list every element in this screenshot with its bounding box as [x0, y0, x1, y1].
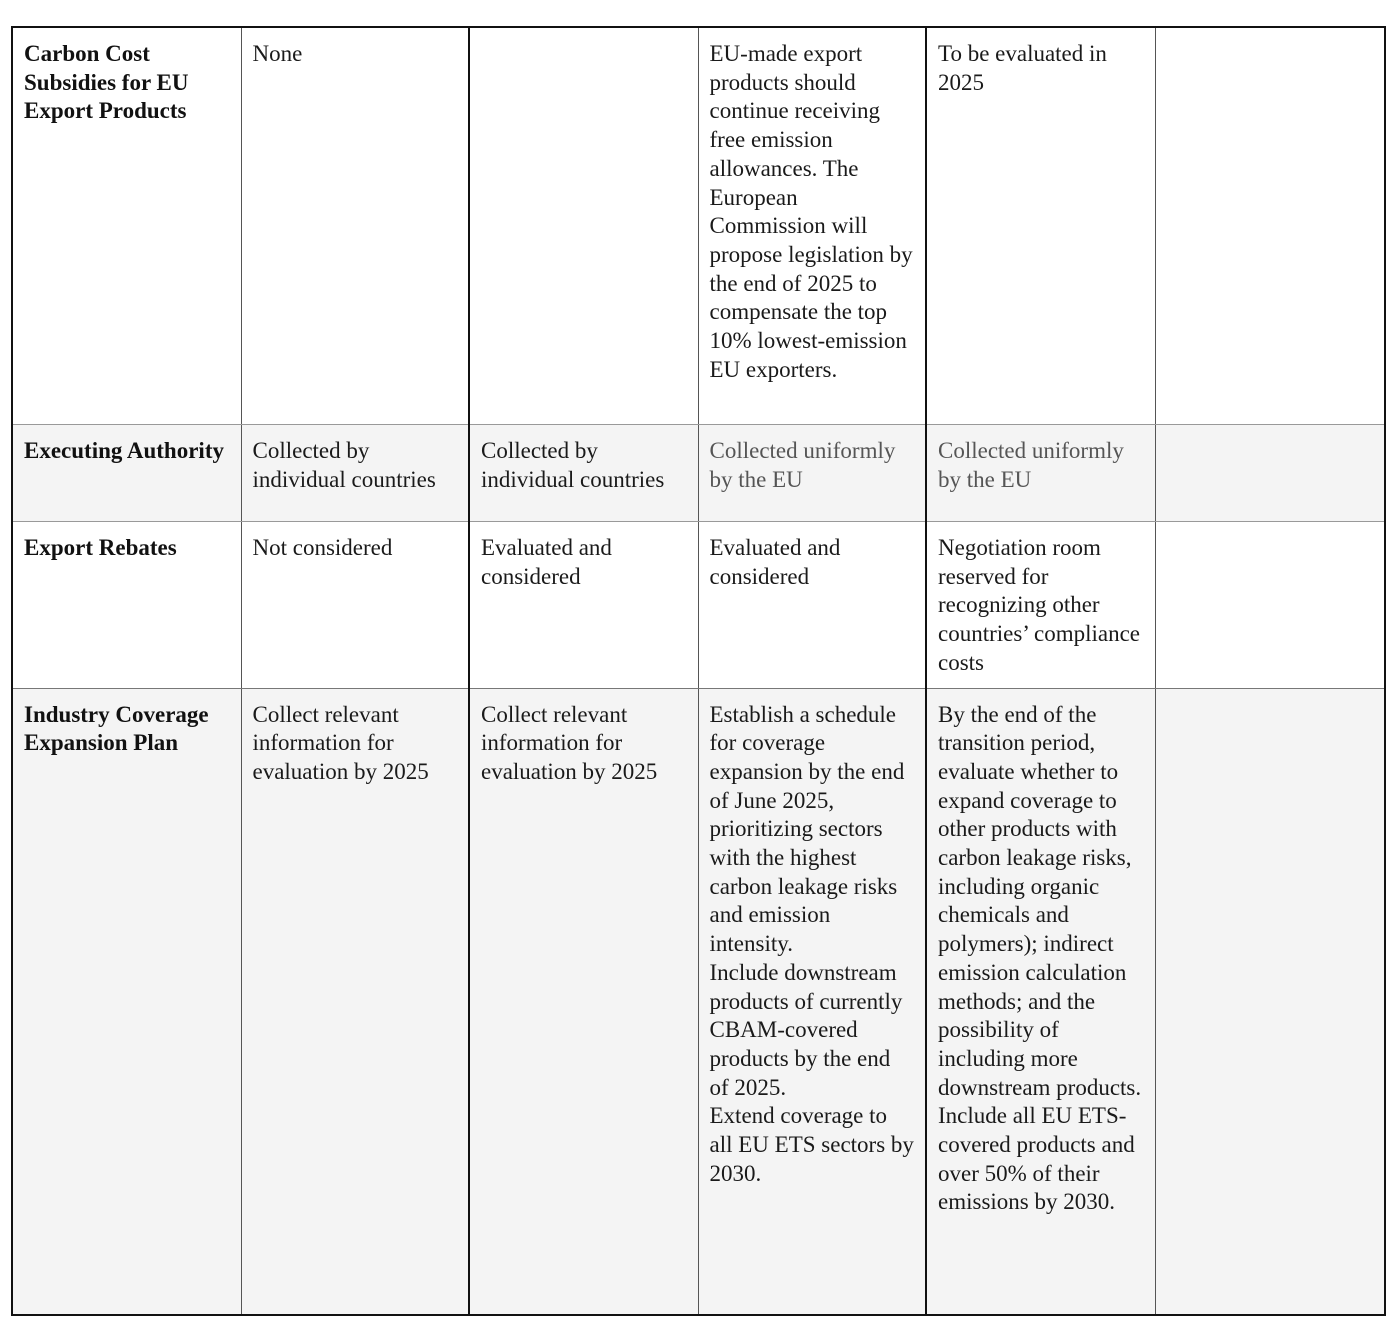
- table-cell: Evaluated and considered: [698, 522, 926, 689]
- policy-comparison-table: [11, 26, 1386, 1316]
- table-cell: [1155, 425, 1385, 522]
- row-header-industry-coverage-expansion-plan: Industry Coverage Expansion Plan: [12, 688, 241, 1315]
- table-cell: Not considered: [241, 522, 469, 689]
- table-cell: Collected uniformly by the EU: [926, 425, 1155, 522]
- table-cell: Collect relevant information for evaluation by 2025: [469, 688, 698, 1315]
- table-cell: EU-made export products should continue receiving free emission allowances. The European Commission will propose legislation by the end of 2025 to compensate the top 10% lowest-emission EU exporters.: [698, 27, 926, 425]
- row-header-executing-authority: Executing Authority: [12, 425, 241, 522]
- table-cell: [1155, 27, 1385, 425]
- table-cell: Collected by individual countries: [469, 425, 698, 522]
- table-cell: [1155, 522, 1385, 689]
- table-cell: [469, 27, 698, 425]
- table-cell: By the end of the transition period, evaluate whether to expand coverage to other products with carbon leakage risks, including organic chemicals and polymers); indirect emission calculation methods; and the possibility of including more downstream products. Include all EU ETS-covered products and over 50% of their emissions by 2030.: [926, 688, 1155, 1315]
- table-row: [12, 425, 1385, 522]
- table-cell: To be evaluated in 2025: [926, 27, 1155, 425]
- row-header-carbon-cost-subsidies: Carbon Cost Subsidies for EU Export Products: [12, 27, 241, 425]
- table-cell: Collected by individual countries: [241, 425, 469, 522]
- table-row: [12, 27, 1385, 425]
- table-cell: [1155, 688, 1385, 1315]
- table-row: [12, 522, 1385, 689]
- row-header-export-rebates: Export Rebates: [12, 522, 241, 689]
- table-cell: Collected uniformly by the EU: [698, 425, 926, 522]
- table-cell: Negotiation room reserved for recognizing other countries’ compliance costs: [926, 522, 1155, 689]
- table-row: [12, 688, 1385, 1315]
- table-cell: Evaluated and considered: [469, 522, 698, 689]
- table-cell: None: [241, 27, 469, 425]
- table-cell: Collect relevant information for evaluation by 2025: [241, 688, 469, 1315]
- table-cell: Establish a schedule for coverage expansion by the end of June 2025, prioritizing sectors with the highest carbon leakage risks and emission intensity. Include downstream products of currently CBAM-covered products by the end of 2025. Extend coverage to all EU ETS sectors by 2030.: [698, 688, 926, 1315]
